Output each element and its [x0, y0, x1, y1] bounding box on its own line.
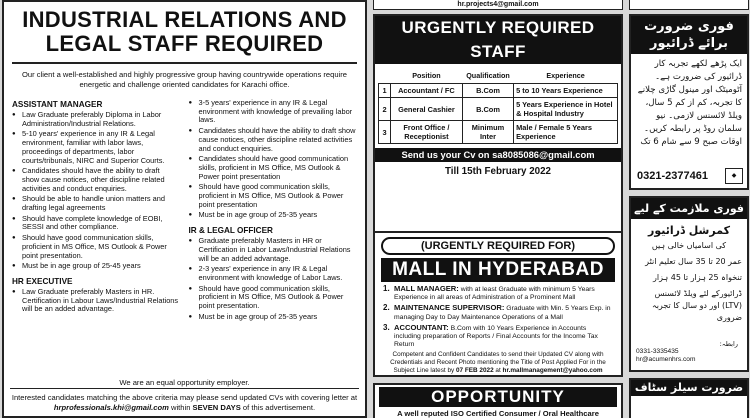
hr-executive-list [12, 288, 179, 314]
list-item: ● Law Graduate preferably Masters in HR. Certification in Labour Laws/Industrial Relations will be an added advantage. [12, 288, 179, 314]
experience-cell: 5 to 10 Years Experience [514, 84, 618, 98]
industrial-relations-ad [2, 0, 367, 418]
list-item: ● Must be in age group of 25-35 years [189, 313, 358, 322]
list-item: ● Candidates should have good communication skills, proficient in MS Office, MS Outlook & Power point presentation [189, 155, 358, 181]
opportunity-text: A well reputed ISO Certified Consumer / Oral Healthcare [397, 409, 599, 418]
contact-label: رابطہ: [719, 340, 738, 348]
row-number: 3 [379, 121, 391, 144]
item-desc: Graduate with Min. 5 Years Exp. in managing Day to Day Maintenance Operations of a Mall [394, 305, 611, 321]
title-rule [12, 62, 357, 64]
list-item: ● Should have good communication skills, proficient in MS Office, MS Outlook & Power point presentation. [12, 234, 179, 260]
footer-rule [10, 388, 359, 389]
item-desc: B.Com with 10 Years Experience in Accounts including preparation of Reports / Final Accounts for the Income Tax Return [394, 324, 598, 349]
footer-email-link[interactable]: hrprofessionals.khi@gmail.com [53, 403, 169, 412]
driver-ad [629, 14, 749, 190]
hr-executive-heading: HR EXECUTIVE [12, 276, 73, 286]
mall-urgent-banner: (URGENTLY REQUIRED FOR) [381, 237, 615, 255]
note-mid: at [493, 366, 503, 374]
item-number: 2. [383, 303, 390, 313]
note-pre: Competent and Confident Candidates to send their Updated CV along with Credentials and Recent Photo mentioning the Title of Post Applied For in the Subject Line latest by [390, 351, 606, 374]
list-item [383, 285, 613, 302]
urgent-staff-ad [373, 14, 623, 244]
driver-heading-line1: فوری ضرورت [644, 19, 734, 34]
opportunity-ad [373, 383, 623, 418]
list-item: ● 2-3 years' experience in any IR & Legal environment with knowledge of Labor Laws. [189, 265, 358, 282]
list-item: ● Law Graduate preferably Diploma in Labor Administration/Industrial Relations. [12, 111, 179, 128]
item-number: 3. [383, 322, 390, 332]
item-text [394, 324, 613, 350]
list-item: ● 5-10 years' experience in any IR & Legal environment, familiar with labor laws, proceedings of departments, labor courts/tribunals, NIRC and Superior Courts. [12, 130, 179, 165]
ad-columns [4, 94, 365, 323]
driver-ad-heading [631, 16, 747, 54]
cdriver-age-education: عمر 20 تا 35 سال تعلیم انٹر [645, 257, 742, 266]
item-desc: with at least Graduate with minimum 5 Years Experience in all areas of Administration of a Prominent Mall [394, 286, 595, 302]
item-text [394, 304, 613, 321]
experience-cell: Male / Female 5 Years Experience [514, 121, 618, 144]
hr-executive-continued-list [189, 99, 358, 220]
position-cell: Front Office / Receptionist [391, 121, 463, 144]
cdriver-title-line1: کمرشل ڈرائیور [648, 224, 730, 237]
assistant-manager-list [12, 111, 179, 271]
position-cell: General Cashier [391, 98, 463, 121]
assistant-manager-heading: ASSISTANT MANAGER [12, 100, 103, 109]
list-item: ● 3-5 years' experience in any IR & Legal environment with knowledge of prevailing labor laws. [189, 99, 358, 125]
list-item: ● Graduate preferably Masters in HR or Certification in Labor Laws/Industrial Relations will be an added advantage. [189, 237, 358, 263]
cdriver-heading: فوری ملازمت کے لیے [631, 198, 747, 219]
table-row [379, 98, 618, 121]
driver-phone[interactable]: 0321-2377461 [637, 170, 708, 182]
legal-officer-heading: IR & LEGAL OFFICER [188, 226, 273, 236]
row-number: 2 [379, 98, 391, 121]
item-text [394, 285, 613, 302]
send-cv-email[interactable]: Send us your Cv on sa8085086@gmail.com [375, 148, 621, 162]
legal-officer-list [189, 237, 358, 321]
cdriver-license: ڈرائیورکے لئے ویلڈ لائسنس (LTV) اور دو سال کا تجربہ ضروری [652, 289, 742, 322]
sales-staff-ad [629, 378, 749, 418]
row-number: 1 [379, 84, 391, 98]
column-header: Experience [546, 71, 585, 80]
cdriver-title-line2: کی اسامیاں خالی ہیں [651, 241, 727, 250]
driver-ad-body: ایک پڑھے لکھے تجربہ کار ڈرائیور کی ضرورت ہے۔ آٹومیٹک اور مینول گاڑی چلانے کا تجربہ، کم از کم 5 سال، ویلڈ لائسنس لازمی۔ نیو سلمان روڈ پر رابطہ کریں۔ اوقات صبح 9 سے شام 6 تک [637, 59, 742, 147]
driver-heading-line2: برائے ڈرائیور [650, 36, 728, 51]
qualification-cell: B.Com [462, 98, 513, 121]
qualification-cell: B.Com [462, 84, 513, 98]
note-date: 07 FEB 2022 [455, 366, 494, 374]
experience-cell: 5 Years Experience in Hotel & Hospital Industry [514, 98, 618, 121]
commercial-driver-ad [629, 196, 749, 372]
ad-footer [4, 393, 365, 413]
top-strip-email: hr.projects4@gmail.com [373, 0, 623, 10]
item-role: MAINTENANCE SUPERVISOR: [394, 303, 505, 313]
list-item: ● Candidates should have the ability to draft show cause notices, other discipline related activities and conduct enquiries. [12, 167, 179, 193]
item-number: 1. [383, 284, 390, 293]
list-item: ● Must be in age group of 25-45 years [12, 262, 179, 271]
contact-email[interactable]: hr@acumenhrs.com [636, 356, 696, 363]
table-row [379, 84, 618, 98]
table-row [379, 121, 618, 144]
mall-email-link[interactable]: hr.mallmanagement@yahoo.com [502, 366, 603, 374]
mall-positions [375, 282, 621, 349]
column-header: Position [412, 71, 441, 80]
agency-logo-icon: ◆ [725, 168, 743, 184]
ad-title-line1: INDUSTRIAL RELATIONS AND [22, 7, 347, 32]
list-item [383, 324, 613, 350]
footer-text-post: of this advertisement. [240, 403, 316, 412]
top-strip-right [629, 0, 749, 10]
header-blank [379, 68, 391, 84]
staff-table [378, 68, 618, 144]
staff-ad-title: URGENTLY REQUIRED STAFF [375, 16, 621, 64]
list-item: ● Candidates should have the ability to draft show cause notices, other discipline related activities and conduct enquiries. [189, 127, 358, 153]
list-item [383, 304, 613, 321]
left-column [12, 94, 185, 323]
list-item: ● Should be able to handle union matters and drafting legal agreements [12, 195, 179, 212]
item-role: ACCOUNTANT: [394, 322, 449, 332]
qualification-cell: Minimum Inter [462, 121, 513, 144]
footer-text-mid: within [168, 403, 193, 412]
footer-text-pre: Interested candidates matching the above criteria may please send updated CVs with covering letter at [11, 393, 358, 402]
mall-title: MALL IN HYDERABAD [381, 258, 615, 282]
list-item: ● Should have good communication skills, proficient in MS Office, MS Outlook & Power point presentation [189, 183, 358, 209]
position-cell: Accountant / FC [391, 84, 463, 98]
cdriver-salary: تنخواہ 25 ہزار تا 45 ہزار [653, 273, 742, 282]
contact-phone[interactable]: 0331-3335435 [636, 348, 679, 355]
equal-opportunity-text: We are an equal opportunity employer. [119, 378, 250, 387]
list-item: ● Should have good communication skills, proficient in MS Office, MS Outlook & Power point presentation. [189, 285, 358, 311]
mall-apply-note [375, 351, 621, 374]
ad-title-line2: LEGAL STAFF REQUIRED [45, 31, 324, 56]
item-role: MALL MANAGER: [394, 284, 459, 293]
sales-heading: ضرورت سیلز سٹاف [631, 380, 747, 396]
deadline-text: Till 15th February 2022 [444, 166, 551, 177]
cdriver-contact [631, 340, 746, 364]
list-item: ● Must be in age group of 25-35 years [189, 211, 358, 220]
ad-intro: Our client a well-established and highly progressive group having countrywide operations require energetic and challenge oriented candidates for Karachi office. [21, 70, 348, 89]
column-header: Qualification [466, 71, 510, 80]
list-item: ● Should have complete knowledge of EOBI, SESSI and other compliance. [12, 215, 179, 232]
footer-days: SEVEN DAYS [192, 403, 241, 412]
mall-hyderabad-ad [373, 231, 623, 377]
right-column [185, 94, 358, 323]
opportunity-title: OPPORTUNITY [379, 387, 617, 407]
